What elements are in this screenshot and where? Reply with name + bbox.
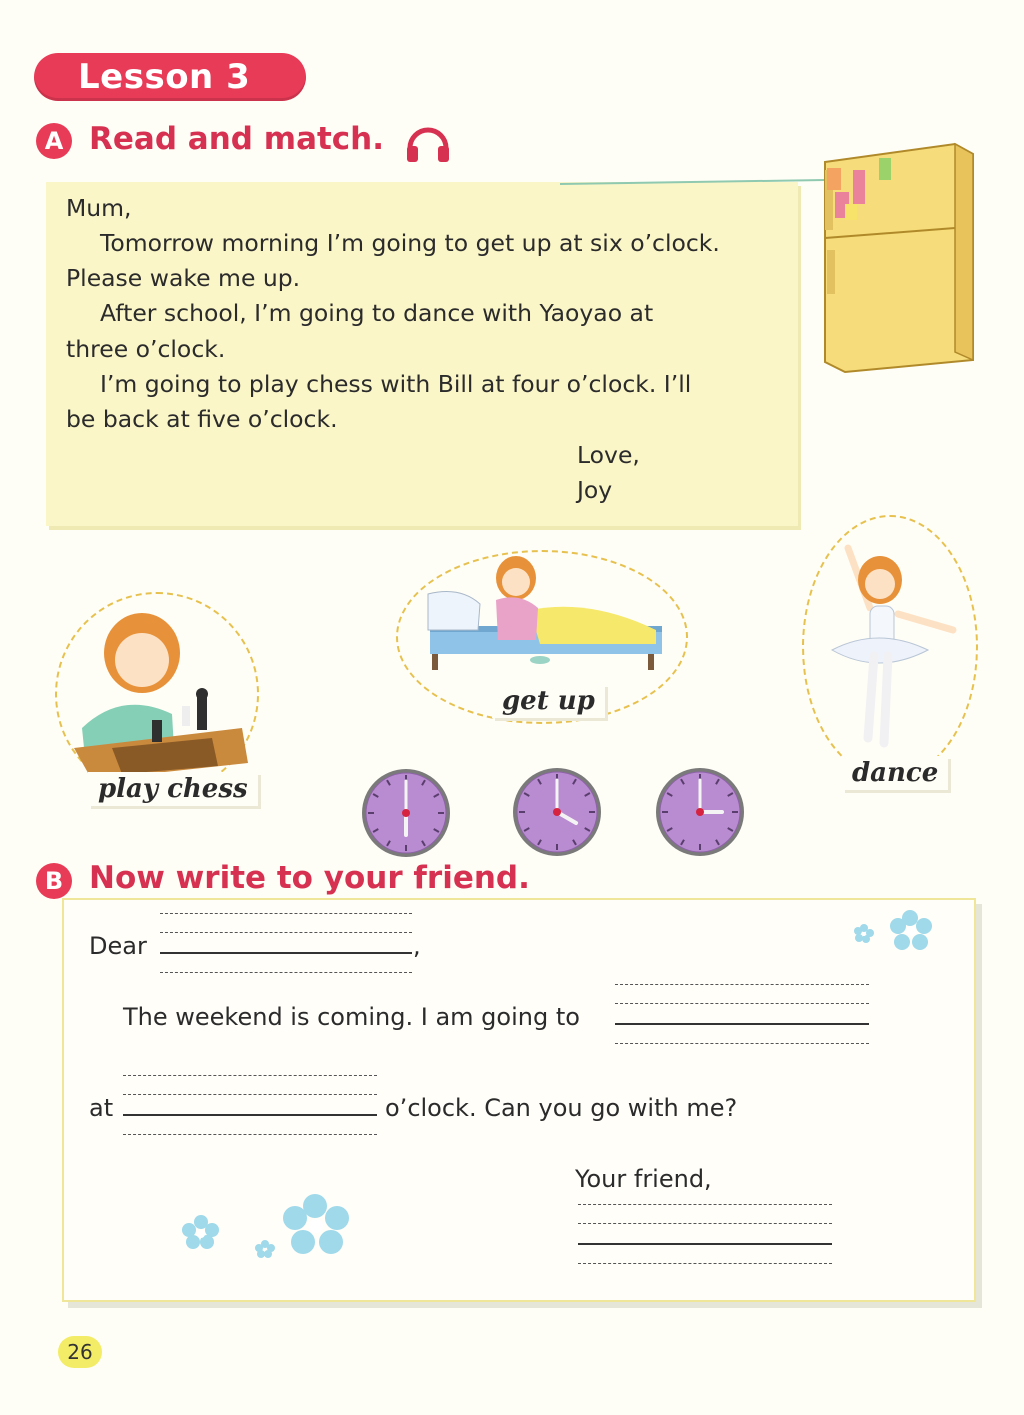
letter-at: at	[89, 1094, 114, 1122]
clock-center	[553, 808, 561, 816]
flower-decoration	[175, 1192, 365, 1262]
note-greeting: Mum,	[66, 194, 132, 222]
flower-decoration	[850, 906, 940, 956]
letter-closing: Your friend,	[575, 1165, 712, 1193]
time-blank[interactable]	[123, 1075, 377, 1137]
get-up-label: get up	[492, 684, 605, 718]
girl-getting-up-image	[420, 548, 670, 678]
note-line: I’m going to play chess with Bill at four o’clock. I’ll	[100, 370, 692, 398]
clock-face	[507, 766, 607, 858]
clock-face	[356, 767, 456, 859]
signature-blank[interactable]	[578, 1204, 832, 1266]
note-line: After school, I’m going to dance with Yaoyao at	[100, 299, 654, 327]
friend-name-blank[interactable]	[160, 913, 412, 975]
connector-line	[560, 176, 830, 188]
dance-label: dance	[842, 756, 948, 790]
girl-dancing-image	[818, 538, 968, 758]
section-b-letter: B	[36, 863, 72, 899]
headphones-icon[interactable]	[404, 122, 452, 168]
note-line: Tomorrow morning I’m going to get up at six o’clock.	[100, 229, 720, 257]
letter-comma: ,	[413, 932, 421, 960]
section-a-title: Read and match.	[89, 121, 385, 157]
note-line: three o’clock.	[66, 335, 226, 363]
girl-playing-chess-image	[62, 598, 252, 788]
clock-face	[650, 766, 750, 858]
section-b-title: Now write to your friend.	[89, 860, 530, 896]
letter-line: The weekend is coming. I am going to	[123, 1003, 580, 1031]
lesson-title: Lesson 3	[34, 53, 306, 101]
note-line: be back at five o’clock.	[66, 405, 338, 433]
letter-line: o’clock. Can you go with me?	[385, 1094, 738, 1122]
activity-blank[interactable]	[615, 984, 869, 1046]
note-line: Please wake me up.	[66, 264, 301, 292]
clock-center	[402, 809, 410, 817]
letter-dear: Dear	[89, 932, 147, 960]
note-signature: Joy	[577, 476, 613, 504]
play-chess-label: play chess	[88, 772, 258, 806]
page-number: 26	[58, 1336, 102, 1368]
section-a-letter: A	[36, 123, 72, 159]
clock-center	[696, 808, 704, 816]
fridge-illustration	[805, 140, 985, 375]
note-closing: Love,	[577, 441, 640, 469]
